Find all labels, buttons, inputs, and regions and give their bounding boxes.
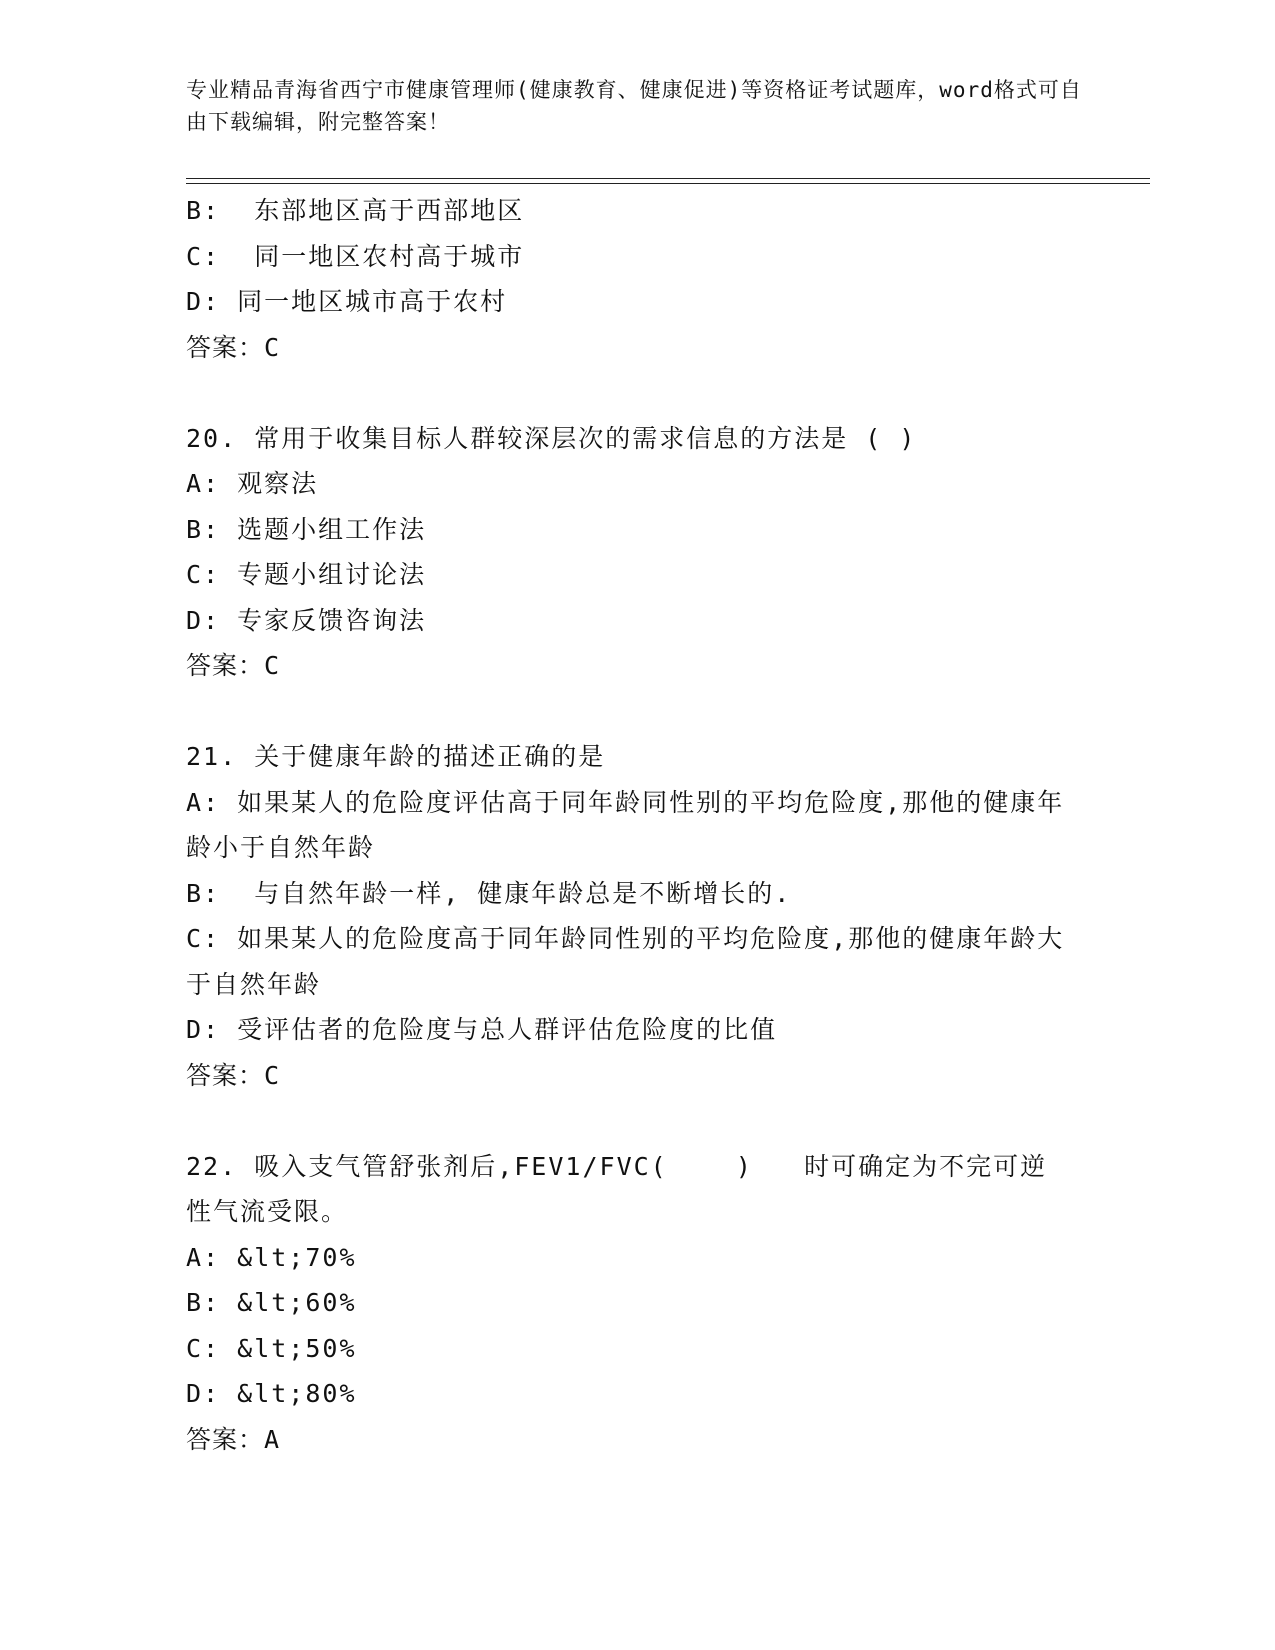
option-b: B: 与自然年龄一样, 健康年龄总是不断增长的.	[186, 878, 792, 908]
answer-line	[186, 325, 1066, 371]
option-b: B: &lt;60%	[186, 1288, 357, 1317]
option-d: D: 同一地区城市高于农村	[186, 287, 508, 316]
option-b: B: 东部地区高于西部地区	[186, 196, 525, 225]
spacer	[186, 689, 1066, 735]
option-c: C: &lt;50%	[186, 1333, 357, 1363]
question-20	[186, 416, 1066, 689]
option-d: D: &lt;80%	[186, 1379, 357, 1408]
document-header: 专业精品青海省西宁市健康管理师(健康教育、健康促进)等资格证考试题库，word格式可自由下载编辑，附完整答案！	[186, 78, 1082, 134]
answer-line	[186, 1417, 1066, 1463]
option-c: C: 如果某人的危险度高于同年龄同性别的平均危险度,那他的健康年龄大于自然年龄	[186, 924, 1065, 999]
header-rule-top	[186, 178, 1150, 179]
question-21	[186, 734, 1066, 1098]
spacer	[186, 370, 1066, 416]
option-a: A: &lt;70%	[186, 1242, 357, 1272]
answer-label: 答案：	[186, 1424, 265, 1454]
answer-label: 答案：	[186, 1060, 265, 1090]
option-b: B: 选题小组工作法	[186, 514, 427, 544]
answer-value: C	[264, 651, 281, 680]
answer-value: C	[264, 1060, 281, 1090]
question-list	[186, 188, 1066, 1462]
option-d: D: 受评估者的危险度与总人群评估危险度的比值	[186, 1015, 778, 1044]
question-stem: 20. 常用于收集目标人群较深层次的需求信息的方法是 ( )	[186, 423, 917, 453]
question-stem: 22. 吸入支气管舒张剂后,FEV1/FVC( ) 时可确定为不完可逆性气流受限。	[186, 1151, 1048, 1226]
answer-label: 答案：	[186, 651, 265, 680]
option-a: A: 如果某人的危险度评估高于同年龄同性别的平均危险度,那他的健康年龄小于自然年龄	[186, 787, 1065, 862]
question-22	[186, 1144, 1066, 1463]
option-d: D: 专家反馈咨询法	[186, 605, 427, 635]
answer-line	[186, 1053, 1066, 1099]
option-a: A: 观察法	[186, 469, 319, 498]
answer-value: C	[264, 332, 281, 362]
option-c: C: 专题小组讨论法	[186, 560, 427, 589]
question-stem: 21. 关于健康年龄的描述正确的是	[186, 742, 606, 771]
spacer	[186, 1098, 1066, 1144]
option-c: C: 同一地区农村高于城市	[186, 241, 525, 271]
header-rule-bottom	[186, 183, 1150, 184]
answer-value: A	[264, 1424, 281, 1454]
answer-label: 答案：	[186, 332, 265, 362]
question-continuation	[186, 188, 1066, 370]
answer-line	[186, 643, 1066, 689]
